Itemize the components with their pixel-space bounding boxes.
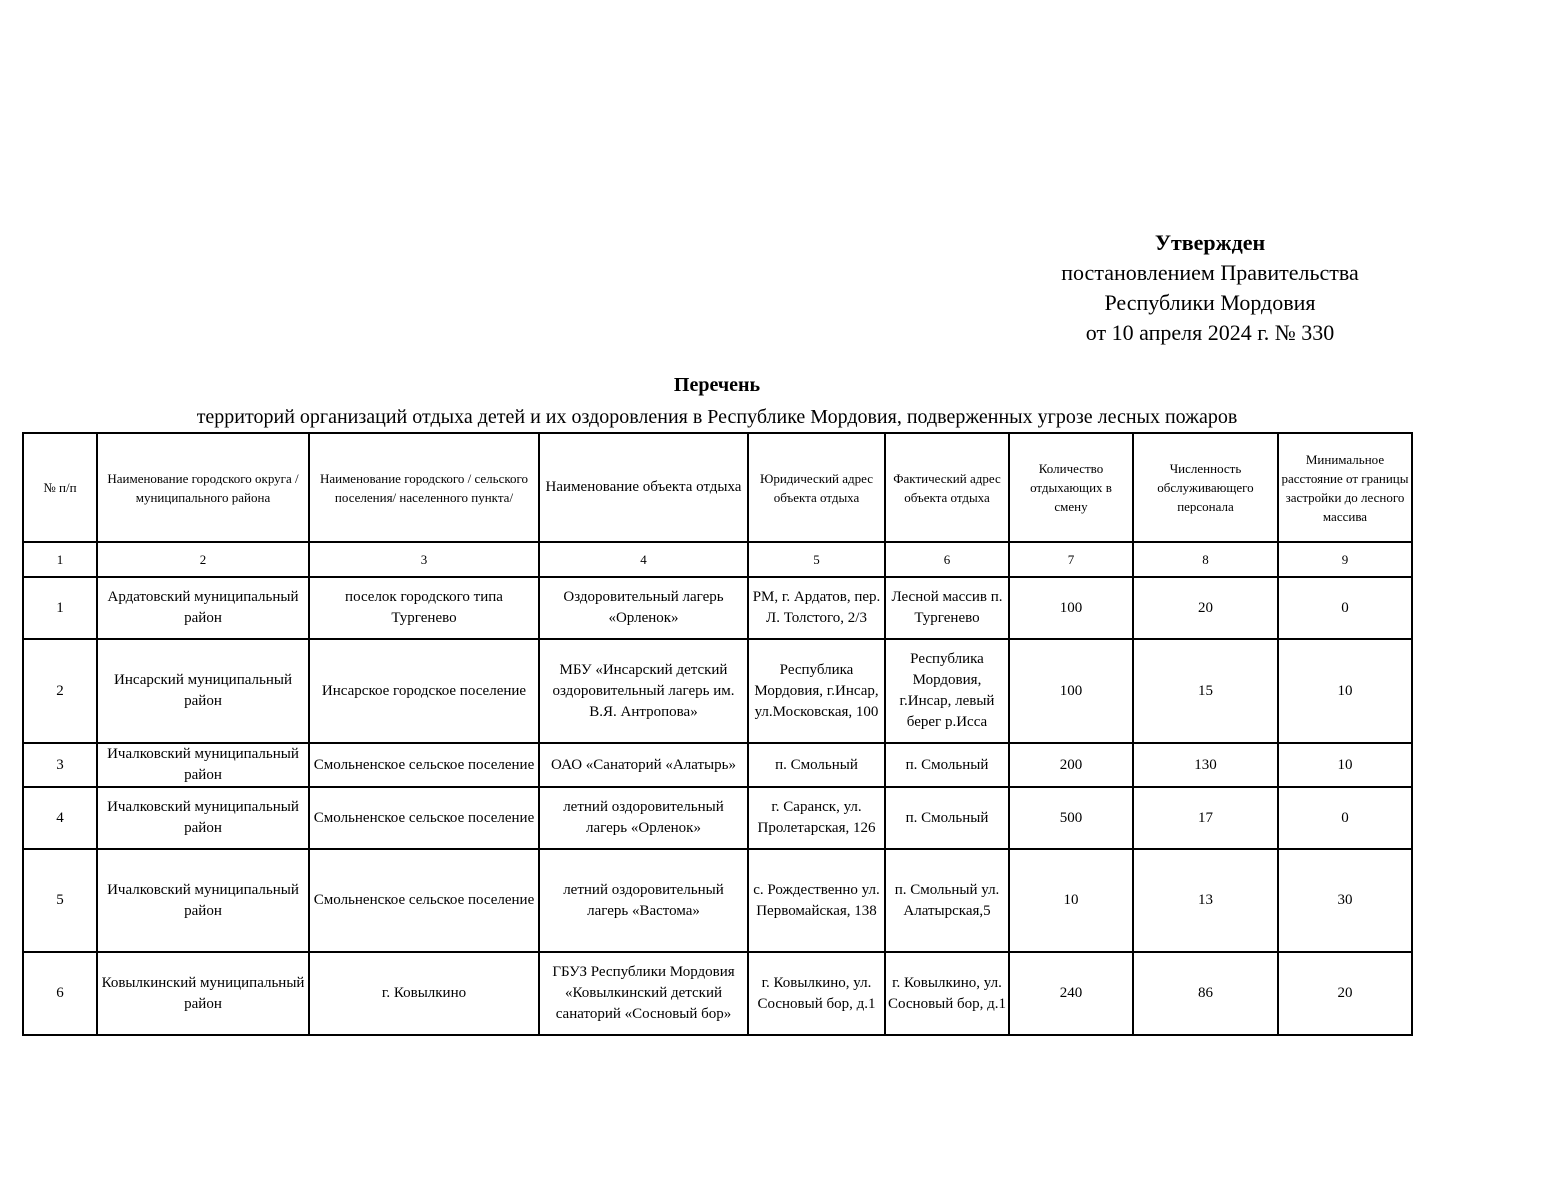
table-cell: 6 (23, 952, 97, 1035)
table-row (23, 787, 1412, 849)
table-row (23, 639, 1412, 743)
table-cell: 20 (1133, 577, 1278, 639)
table-cell: Республика Мордовия, г.Инсар, ул.Московская, 100 (748, 639, 885, 743)
table-cell: 10 (1278, 743, 1412, 787)
approval-date: от 10 апреля 2024 г. № 330 (1085, 320, 1335, 345)
table-cell: летний оздоровительный лагерь «Вастома» (539, 849, 748, 952)
table-cell: 2 (23, 639, 97, 743)
approval-line: Республики Мордовия (1104, 290, 1316, 315)
column-number: 5 (748, 542, 885, 577)
column-number: 4 (539, 542, 748, 577)
table-cell: п. Смольный (748, 743, 885, 787)
column-number: 2 (97, 542, 309, 577)
table-cell: МБУ «Инсарский детский оздоровительный лагерь им. В.Я. Антропова» (539, 639, 748, 743)
table-cell: г. Ковылкино (309, 952, 539, 1035)
table-cell: п. Смольный (885, 787, 1009, 849)
table-header-row (23, 433, 1412, 542)
table-cell: РМ, г. Ардатов, пер. Л. Толстого, 2/3 (748, 577, 885, 639)
column-header: Юридический адрес объекта отдыха (748, 433, 885, 542)
table-cell: поселок городского типа Тургенево (309, 577, 539, 639)
table-cell: Смольненское сельское поселение (309, 787, 539, 849)
column-header: Наименование городского округа / муниципального района (97, 433, 309, 542)
table-cell: 13 (1133, 849, 1278, 952)
column-number: 3 (309, 542, 539, 577)
table-cell: Республика Мордовия, г.Инсар, левый берег р.Исса (885, 639, 1009, 743)
table-cell: 500 (1009, 787, 1133, 849)
table-cell: 3 (23, 743, 97, 787)
table-cell: 30 (1278, 849, 1412, 952)
table-cell: летний оздоровительный лагерь «Орленок» (539, 787, 748, 849)
table-cell: Смольненское сельское поселение (309, 743, 539, 787)
table-cell: с. Рождественно ул. Первомайская, 138 (748, 849, 885, 952)
table-cell: Ичалковский муниципальный район (97, 787, 309, 849)
approval-block (1030, 228, 1390, 348)
table-cell: г. Ковылкино, ул. Сосновый бор, д.1 (748, 952, 885, 1035)
table-cell: Оздоровительный лагерь «Орленок» (539, 577, 748, 639)
table-cell: 0 (1278, 577, 1412, 639)
column-number: 9 (1278, 542, 1412, 577)
document-subtitle: территорий организаций отдыха детей и их оздоровления в Республике Мордовия, подверженных угрозе лесных пожаров (196, 406, 1238, 428)
column-number: 1 (23, 542, 97, 577)
table-cell: 240 (1009, 952, 1133, 1035)
table-cell: п. Смольный (885, 743, 1009, 787)
table-cell: 4 (23, 787, 97, 849)
table-cell: 17 (1133, 787, 1278, 849)
table-cell: г. Ковылкино, ул. Сосновый бор, д.1 (885, 952, 1009, 1035)
approval-heading: Утвержден (1154, 230, 1266, 255)
table-cell: Смольненское сельское поселение (309, 849, 539, 952)
column-number: 7 (1009, 542, 1133, 577)
table-cell: 0 (1278, 787, 1412, 849)
column-header: Наименование объекта отдыха (539, 433, 748, 542)
column-header: Количество отдыхающих в смену (1009, 433, 1133, 542)
table-cell: Ковылкинский муниципальный район (97, 952, 309, 1035)
column-header: Численность обслуживающего персонала (1133, 433, 1278, 542)
column-header: Наименование городского / сельского поселения/ населенного пункта/ (309, 433, 539, 542)
table-cell: 1 (23, 577, 97, 639)
table-cell: Ардатовский муниципальный район (97, 577, 309, 639)
table-row (23, 952, 1412, 1035)
table-cell: 100 (1009, 639, 1133, 743)
table-row (23, 743, 1412, 787)
approval-line: постановлением Правительства (1061, 260, 1359, 285)
table-cell: Лесной массив п. Тургенево (885, 577, 1009, 639)
table-cell: 200 (1009, 743, 1133, 787)
table-cell: г. Саранск, ул. Пролетарская, 126 (748, 787, 885, 849)
table-cell: 15 (1133, 639, 1278, 743)
table-cell: ГБУЗ Республики Мордовия «Ковылкинский детский санаторий «Сосновый бор» (539, 952, 748, 1035)
table-cell: Инсарское городское поселение (309, 639, 539, 743)
table-cell: 130 (1133, 743, 1278, 787)
table-cell: п. Смольный ул. Алатырская,5 (885, 849, 1009, 952)
table-cell: 86 (1133, 952, 1278, 1035)
territories-table (22, 432, 1413, 1036)
table-cell: ОАО «Санаторий «Алатырь» (539, 743, 748, 787)
table-cell: 100 (1009, 577, 1133, 639)
column-header: Минимальное расстояние от границы застройки до лесного массива (1278, 433, 1412, 542)
document-title: Перечень (673, 374, 761, 396)
column-header: № п/п (23, 433, 97, 542)
table-cell: 5 (23, 849, 97, 952)
column-header: Фактический адрес объекта отдыха (885, 433, 1009, 542)
table-row (23, 849, 1412, 952)
table-cell: 10 (1009, 849, 1133, 952)
table-cell: Ичалковский муниципальный район (97, 849, 309, 952)
table-cell: 20 (1278, 952, 1412, 1035)
column-number-row (23, 542, 1412, 577)
column-number: 8 (1133, 542, 1278, 577)
table-cell: Ичалковский муниципальный район (97, 743, 309, 787)
table-cell: 10 (1278, 639, 1412, 743)
table-cell: Инсарский муниципальный район (97, 639, 309, 743)
column-number: 6 (885, 542, 1009, 577)
table-row (23, 577, 1412, 639)
